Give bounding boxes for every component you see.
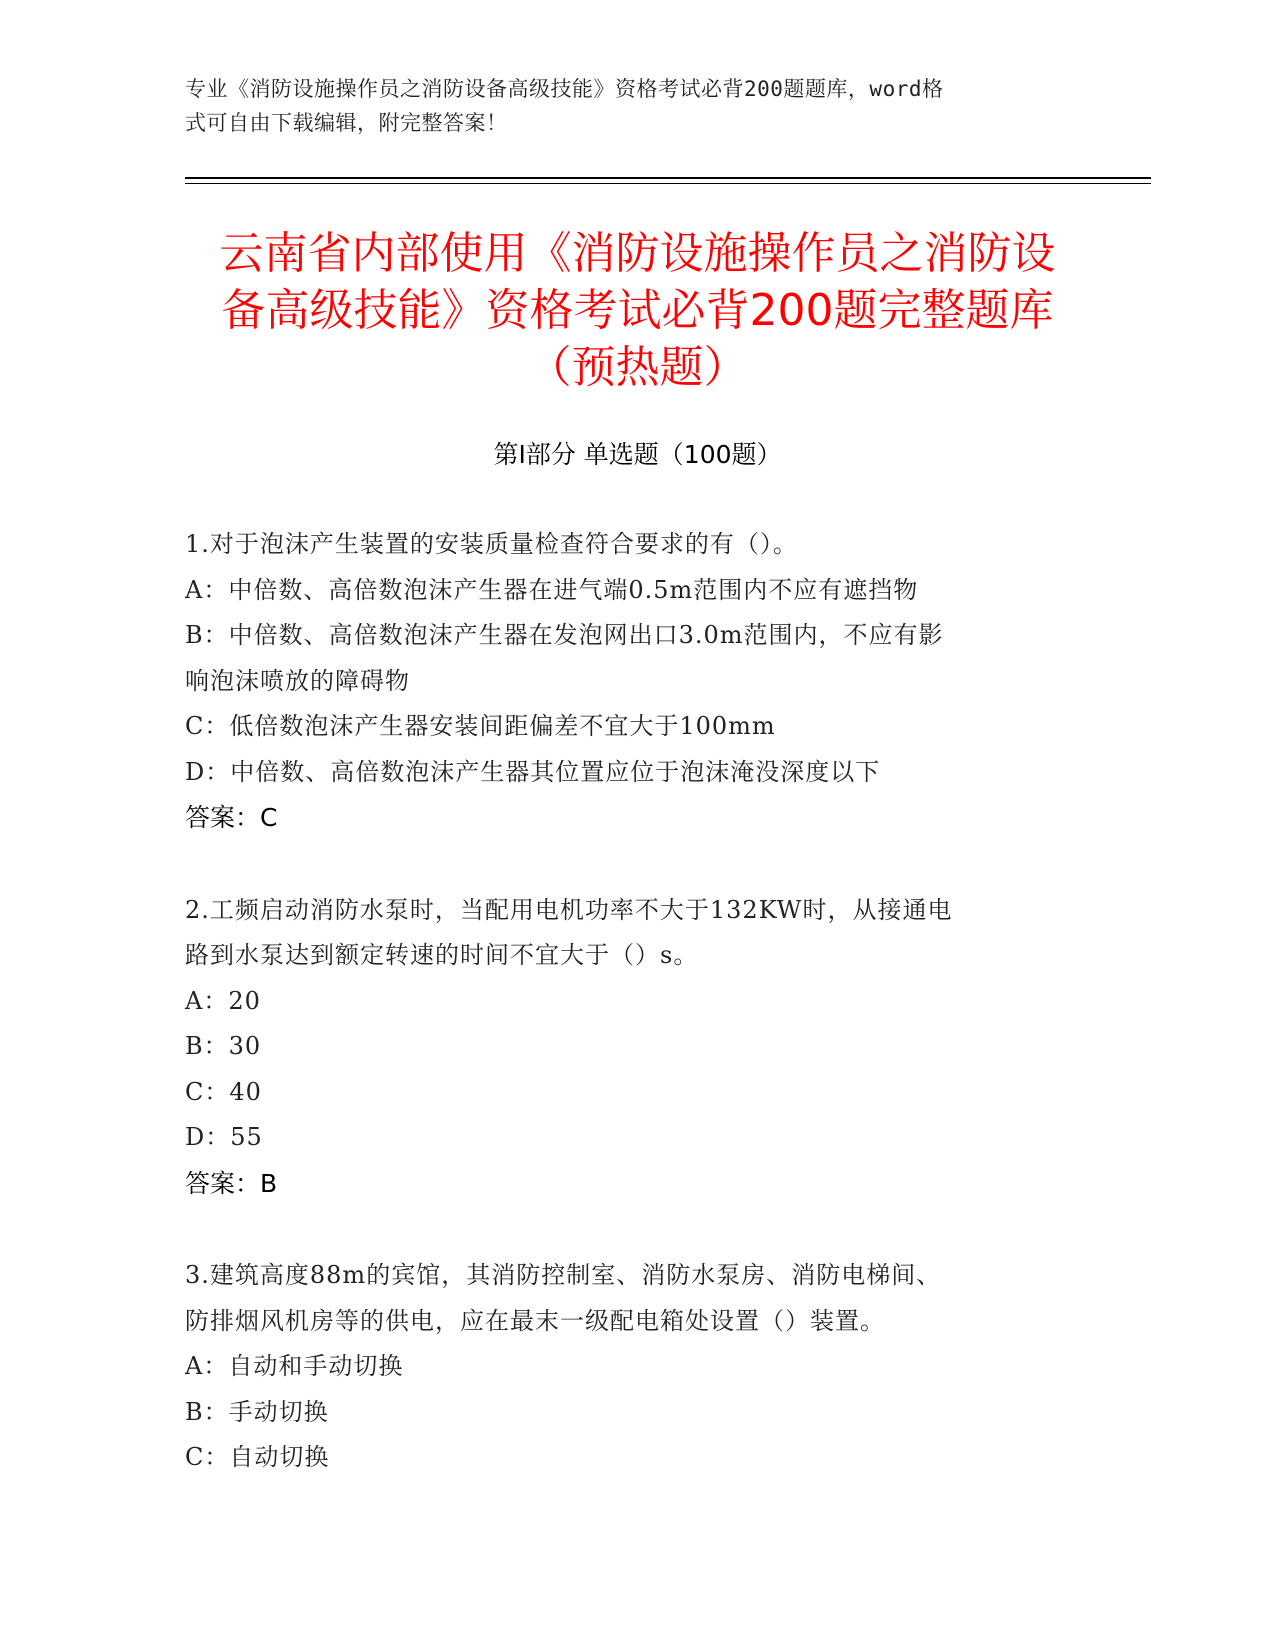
title-line: （预热题） [527, 342, 748, 393]
header-rule-thick [185, 177, 1151, 179]
header-note-line: 式可自由下载编辑，附完整答案！ [185, 111, 508, 135]
question-item [185, 888, 1065, 1207]
question-item [185, 522, 1065, 841]
option-c: C：自动切换 [185, 1443, 330, 1471]
header-rule-thin [185, 183, 1151, 184]
option-c: C：40 [185, 1077, 262, 1106]
question-stem-continued: 防排烟风机房等的供电，应在最末一级配电箱处设置（）装置。 [185, 1306, 885, 1335]
question-stem-continued: 路到水泵达到额定转速的时间不宜大于（）s。 [185, 941, 699, 969]
option-c: C：低倍数泡沫产生器安装间距偏差不宜大于100mm [185, 712, 776, 740]
question-item [185, 1253, 1065, 1481]
section-heading: 第Ⅰ部分 单选题（100题） [493, 440, 782, 469]
answer-label: 答案：B [185, 1168, 278, 1198]
question-stem: 3.建筑高度88m的宾馆，其消防控制室、消防水泵房、消防电梯间、 [185, 1261, 942, 1289]
question-stem: 1.对于泡沫产生装置的安装质量检查符合要求的有（）。 [185, 530, 798, 558]
title-line: 云南省内部使用《消防设施操作员之消防设 [219, 228, 1056, 279]
question-stem: 2.工频启动消防水泵时，当配用电机功率不大于132KW时，从接通电 [185, 895, 953, 924]
option-a: A：自动和手动切换 [185, 1352, 404, 1380]
answer-label: 答案：C [185, 803, 278, 832]
title-line: 备高级技能》资格考试必背200题完整题库 [221, 285, 1054, 336]
option-a: A：20 [185, 986, 261, 1015]
option-b: B：手动切换 [185, 1397, 329, 1426]
option-b: B：中倍数、高倍数泡沫产生器在发泡网出口3.0m范围内，不应有影 [185, 621, 944, 649]
option-b-continued: 响泡沫喷放的障碍物 [185, 666, 410, 695]
header-note-line: 专业《消防设施操作员之消防设备高级技能》资格考试必背200题题库，word格 [185, 77, 944, 101]
question-list [185, 522, 1065, 1528]
option-b: B：30 [185, 1032, 262, 1060]
header-note [185, 72, 1065, 140]
option-a: A：中倍数、高倍数泡沫产生器在进气端0.5m范围内不应有遮挡物 [185, 575, 919, 604]
document-title [150, 225, 1125, 396]
option-d: D：中倍数、高倍数泡沫产生器其位置应位于泡沫淹没深度以下 [185, 757, 881, 786]
option-d: D：55 [185, 1123, 263, 1151]
